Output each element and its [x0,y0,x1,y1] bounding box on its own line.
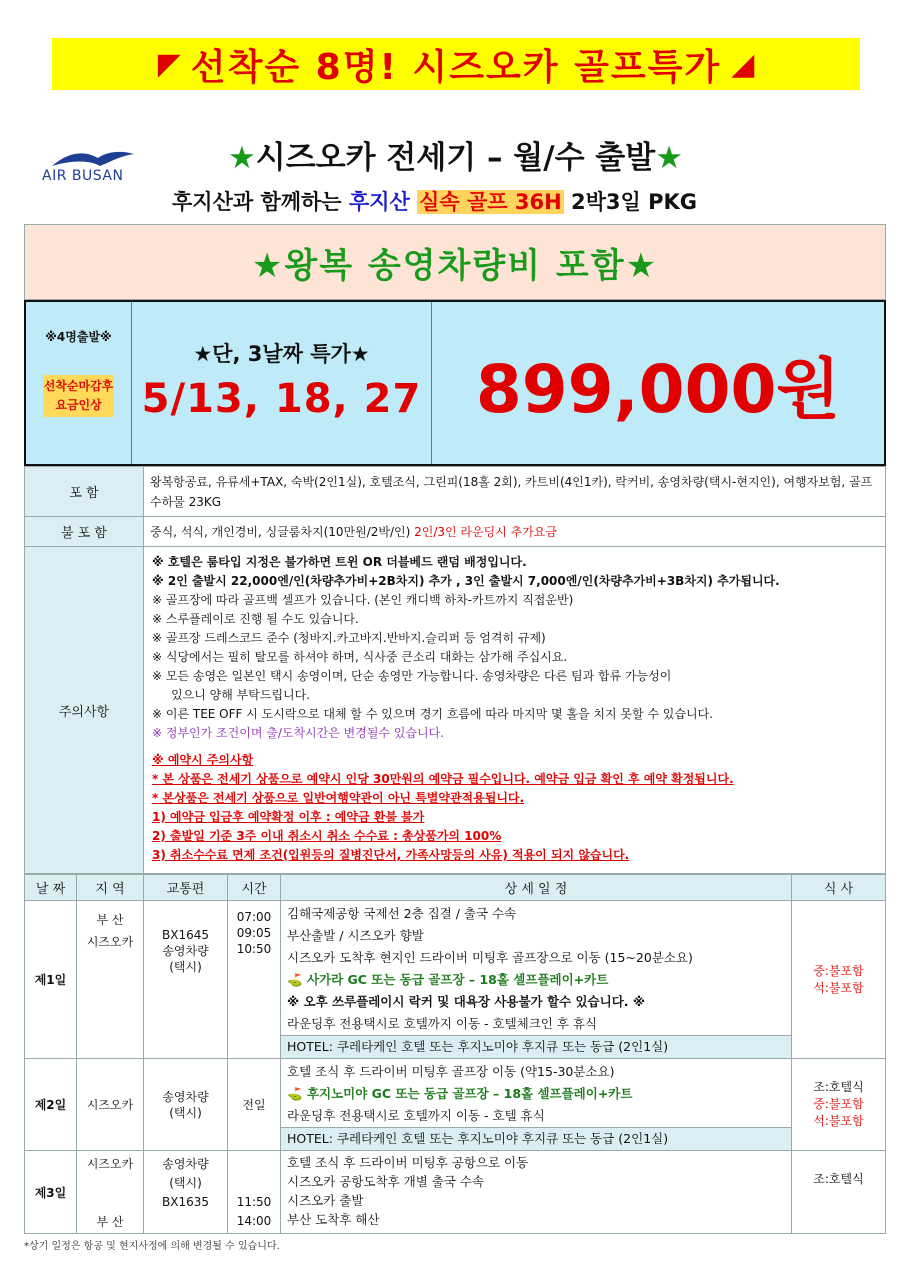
transport: 송영차량 [162,1089,209,1104]
note-line: ※ 스루플레이로 진행 될 수도 있습니다. [152,612,359,626]
day2-row [25,1059,886,1151]
detail-line: 부산 도착후 해산 [287,1212,380,1227]
subtitle-highlight-blue: 후지산 [348,190,410,214]
include-label: 포 함 [25,467,144,517]
banner-title: 선착순 8명! 시즈오카 골프특가 [190,46,722,88]
booking-note: * 본 상품은 전세기 상품으로 예약시 인당 30만원의 예약금 필수입니다. 예약금 입금 확인 후 예약 확정됩니다. [152,772,734,786]
price-box [24,300,886,466]
detail-line: 시즈오카 공항도착후 개별 출국 수속 [287,1174,485,1189]
day2-transport [144,1059,228,1151]
booking-note: ※ 예약시 주의사항 [152,753,254,767]
note-line: ※ 호텔은 룸타입 지정은 불가하면 트윈 OR 더블베드 랜덤 배정입니다. [152,555,527,569]
price-area [432,302,884,464]
star-icon: ★ [655,140,683,176]
price-value: 899,000원 [475,350,841,428]
detail-line: 라운딩후 전용택시로 호텔까지 이동 - 호텔체크인 후 휴식 [287,1016,598,1031]
note-line: ※ 식당에서는 필히 탈모를 하셔야 하며, 식사중 큰소리 대화는 삼가해 주십시요. [152,650,568,664]
detail-line: 김해국제공항 국제선 2층 집결 / 출국 수속 [287,906,517,921]
day1-row [25,901,886,1059]
schedule-header-row [25,875,886,901]
transport: 송영차량 [162,1157,209,1171]
booking-note: 3) 취소수수료 면제 조건(입원등의 질병진단서, 가족사망등의 사유) 적용이 되지 않습니다. [152,848,630,862]
day1-times [228,901,281,1059]
right-triangle-mark: ◢ [731,46,755,82]
golf-line [281,1083,791,1105]
time: 09:05 [236,926,272,940]
included-banner: ★왕복 송영차량비 포함★ [24,224,886,300]
subtitle-highlight-golf: 실속 골프 36H [419,190,562,214]
note-line: ※ 골프장에 따라 골프백 셀프가 있습니다. (본인 캐디백 하차-카트까지 직접운반) [152,593,574,607]
time: 11:50 [236,1195,272,1209]
note-line: ※ 골프장 드레스코드 준수 (청바지.카고바지.반바지.슬리퍼 등 엄격히 규제) [152,631,546,645]
day1-transport [144,901,228,1059]
price-increase-note [43,375,115,417]
note-line: ※ 2인 출발시 22,000엔/인(차량추가비+2B차지) 추가 , 3인 출발시 7,000엔/인(차량추가비+3B차지) 추가됩니다. [152,574,780,588]
detail-line: 부산출발 / 시즈오카 향발 [287,928,424,943]
detail-line: 호텔 조식 후 드라이버 미팅후 골프장 이동 (약15-30분소요) [287,1064,615,1079]
transport: BX1645 [162,928,209,942]
notes-content [144,547,886,874]
region: 부 산 [96,1215,124,1229]
main-content [24,224,886,1234]
detail-line: 시즈오카 출발 [287,1193,364,1208]
increase-note-line: 선착순마감후 [43,379,114,393]
note-line: ※ 모든 송영은 일본인 택시 송영이며, 단순 송영만 가능합니다. 송영차량은 다른 팀과 합류 가능성이 [152,669,672,683]
transport: BX1635 [162,1195,209,1209]
transport: (택시) [169,1176,202,1190]
transport: (택시) [169,1105,202,1120]
transport: (택시) [169,960,202,974]
header-day: 날 짜 [25,875,77,901]
golf-flag-icon: ⛳ [287,1086,303,1101]
increase-note-line: 요금인상 [55,398,102,412]
special-dates [132,302,432,464]
exclude-items: 중식, 석식, 개인경비, 싱글룸차지(10만원/2박/인) [150,524,415,539]
include-row [25,467,886,517]
day3-times [228,1151,281,1234]
note-line: 있으니 양해 부탁드립니다. [152,688,311,702]
detail-line: 호텔 조식 후 드라이버 미팅후 공항으로 이동 [287,1155,529,1170]
departure-dates: 5/13, 18, 27 [141,376,422,422]
meal: 중:불포함 [813,963,864,978]
hotel-line: HOTEL: 쿠레타케인 호텔 또는 후지노미야 후지큐 또는 동급 (2인1실) [281,1035,791,1058]
transport: 송영차량 [162,944,209,958]
day1-meals [792,901,886,1059]
title-text: 시즈오카 전세기 – 월/수 출발 [255,140,656,176]
bird-logo-icon [50,148,136,170]
day2-details [281,1059,792,1151]
package-subtitle [172,186,697,216]
golf-flag-icon: ⛳ [287,972,303,987]
golf-course: 사가라 GC 또는 동급 골프장 – 18홀 셀프플레이+카트 [306,972,609,987]
day3-row [25,1151,886,1234]
meal: 석:불포함 [813,1114,864,1128]
exclude-extra-fee: 2인/3인 라운딩시 추가요금 [414,524,557,539]
schedule-table [24,874,886,1234]
golf-course: 후지노미야 GC 또는 동급 골프장 – 18홀 셀프플레이+카트 [306,1086,633,1101]
day1-regions [77,901,144,1059]
booking-note: 1) 예약금 입금후 예약확정 이후 : 예약금 환불 불가 [152,810,425,824]
meal: 조:호텔식 [813,1172,864,1186]
time: 10:50 [236,942,272,956]
day2-meals [792,1059,886,1151]
subtitle-part: 2박3일 PKG [563,190,697,214]
day3-label: 제3일 [25,1151,77,1234]
meal: 조:호텔식 [813,1080,864,1094]
hotel-line: HOTEL: 쿠레타케인 호텔 또는 후지노미야 후지큐 또는 동급 (2인1실) [281,1127,791,1150]
day2-region: 시즈오카 [77,1059,144,1151]
departure-notes [26,302,132,464]
day3-meals [792,1151,886,1234]
subtitle-part: 후지산과 함께하는 [172,190,349,214]
booking-note: * 본상품은 전세기 상품으로 일반여행약관이 아닌 특별약관적용됩니다. [152,791,525,805]
exclude-text [144,517,886,547]
day3-transport [144,1151,228,1234]
purple-note: ※ 정부인가 조건이며 출/도착시간은 변경될수 있습니다. [152,726,445,740]
day2-label: 제2일 [25,1059,77,1151]
detail-line: 시즈오카 도착후 현지인 드라이버 미팅후 골프장으로 이동 (15~20분소요) [287,950,693,965]
golf-line [281,969,791,991]
day3-regions [77,1151,144,1234]
package-title [228,132,683,177]
info-table [24,466,886,874]
day3-details [281,1151,792,1234]
top-banner [52,38,860,90]
header-meals: 식 사 [792,875,886,901]
through-play-warning: ※ 오후 쓰루플레이시 락커 및 대욕장 사용불가 할수 있습니다. ※ [287,994,646,1009]
left-triangle-mark: ◤ [157,46,181,82]
notes-row [25,547,886,874]
header-details: 상 세 일 정 [281,875,792,901]
region: 시즈오카 [86,935,134,949]
region: 시즈오카 [86,1157,134,1171]
meal: 중:불포함 [813,1097,864,1111]
include-text: 왕복항공료, 유류세+TAX, 숙박(2인1실), 호텔조식, 그린피(18홀 2회), 카트비(4인1카), 락커비, 송영차량(택시-현지인), 여행자보험, 골프수하물 23KG [144,467,886,517]
header-time: 시간 [228,875,281,901]
special-label: ★단, 3날짜 특가★ [193,342,370,366]
header-transport: 교통편 [144,875,228,901]
time: 14:00 [236,1214,272,1228]
time: 07:00 [236,910,272,924]
meal: 석:불포함 [813,980,864,995]
day1-details [281,901,792,1059]
exclude-label: 불 포 함 [25,517,144,547]
detail-line: 라운딩후 전용택시로 호텔까지 이동 - 호텔 휴식 [287,1108,545,1123]
air-busan-logo [42,148,137,188]
region: 부 산 [96,913,124,927]
footnote: *상기 일정은 항공 및 현지사정에 의해 변경될 수 있습니다. [24,1241,280,1252]
day1-label: 제1일 [25,901,77,1059]
header-region: 지 역 [77,875,144,901]
booking-note: 2) 출발일 기준 3주 이내 취소시 취소 수수료 : 총상품가의 100% [152,829,502,843]
logo-text: AIR BUSAN [42,168,124,184]
departure-note: ※4명출발※ [45,330,112,344]
notes-label: 주의사항 [25,547,144,874]
exclude-row [25,517,886,547]
day2-time: 전일 [228,1059,281,1151]
star-icon: ★ [228,140,256,176]
note-line: ※ 이른 TEE OFF 시 도시락으로 대체 할 수 있으며 경기 흐름에 따라 마지막 몇 홀을 치지 못할 수 있습니다. [152,707,713,721]
